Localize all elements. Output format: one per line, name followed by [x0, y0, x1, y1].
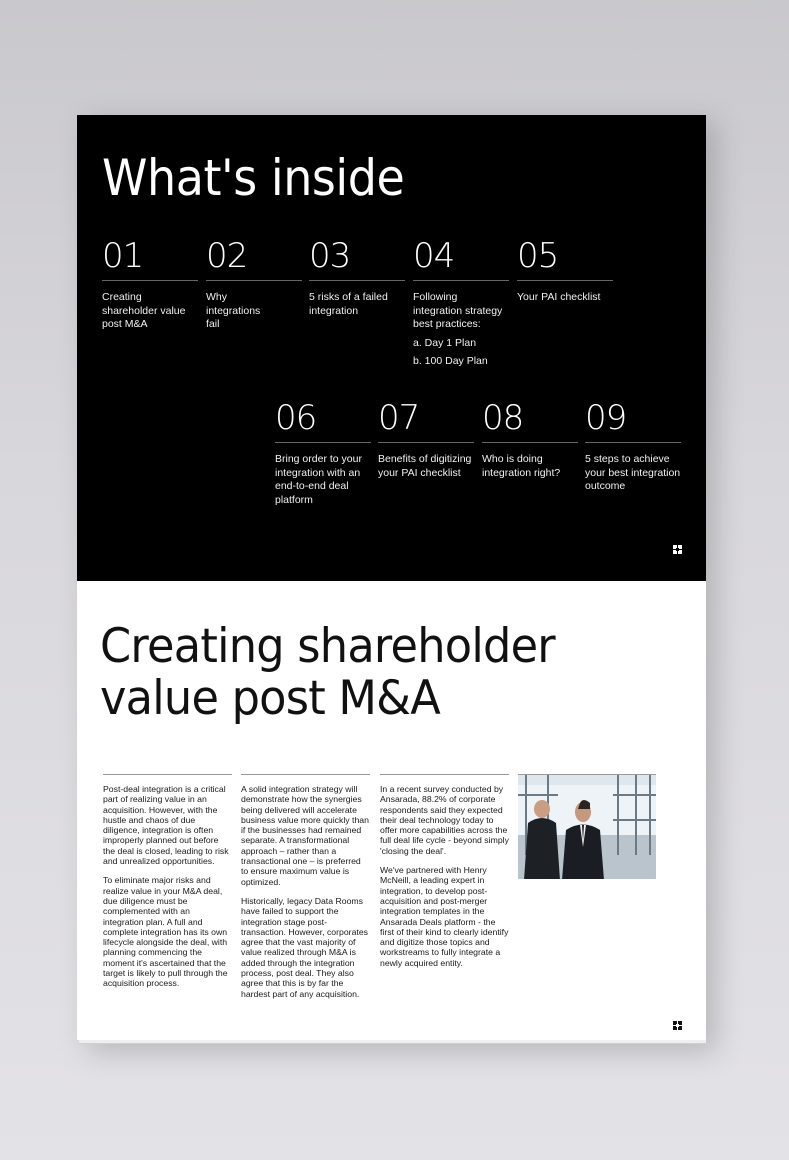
text-column-1: [103, 774, 232, 998]
toc-item-number: 01: [102, 239, 198, 281]
toc-subitem-day100: b. 100 Day Plan: [413, 355, 488, 368]
toc-item-number: 06: [275, 401, 371, 443]
toc-page: [77, 115, 706, 581]
brochure-document: [77, 115, 706, 1040]
toc-item-label: Creating shareholder value post M&A: [102, 291, 186, 331]
toc-item-09[interactable]: [585, 398, 681, 494]
paragraph: We've partnered with Henry McNeill, a leading expert in integration, to develop post-acquisition and post-merger integration templates in the Ansarada Deals platform - the first of their kind to clearly identify and digitize those topics and workstreams to fully integrate a newly acquired entity.: [380, 865, 509, 968]
toc-item-05[interactable]: [517, 236, 613, 305]
toc-item-01[interactable]: [102, 236, 198, 332]
toc-item-number: 03: [309, 239, 405, 281]
text-column-3: [380, 774, 509, 977]
business-meeting-photo: [518, 774, 656, 879]
paragraph: In a recent survey conducted by Ansarada, 88.2% of corporate respondents said they expected their deal technology today to offer more capabilities across the full deal life cycle - beyond simply 'closing the deal'.: [380, 784, 509, 856]
toc-item-label: Following integration strategy best practices:: [413, 291, 503, 331]
toc-item-number: 07: [378, 401, 474, 443]
toc-item-label: Who is doing integration right?: [482, 453, 561, 479]
toc-item-07[interactable]: [378, 398, 474, 480]
toc-subitem-day1: a. Day 1 Plan: [413, 336, 477, 349]
toc-item-label: Benefits of digitizing your PAI checklist: [378, 453, 472, 479]
toc-item-02[interactable]: [206, 236, 302, 332]
ansarada-logo-icon: [673, 1021, 682, 1030]
toc-item-number: 05: [517, 239, 613, 281]
toc-item-number: 09: [585, 401, 681, 443]
section-title: Creating shareholder value post M&A: [100, 619, 555, 726]
ansarada-logo-icon: [673, 545, 682, 554]
toc-title: What's inside: [102, 149, 405, 207]
toc-item-04[interactable]: [413, 236, 509, 369]
toc-item-label: 5 risks of a failed integration: [309, 291, 388, 317]
toc-item-08[interactable]: [482, 398, 578, 480]
toc-item-06[interactable]: [275, 398, 371, 507]
toc-item-label: Bring order to your integration with an end-to-end deal platform: [275, 453, 362, 506]
toc-item-number: 08: [482, 401, 578, 443]
toc-item-number: 02: [206, 239, 302, 281]
toc-item-03[interactable]: [309, 236, 405, 318]
paragraph: Historically, legacy Data Rooms have failed to support the integration stage post-transaction. However, corporates agree that the vast majority of value realized through M&A is added through the integration process, post deal. They also agree that this is by far the hardest part of any acquisition.: [241, 895, 368, 999]
text-column-2: [241, 774, 370, 1008]
page-edge: [79, 1040, 706, 1044]
toc-item-label: Your PAI checklist: [517, 291, 601, 303]
article-page: [77, 581, 706, 1040]
paragraph: Post-deal integration is a critical part of realizing value in an acquisition. However, with the hustle and chaos of due diligence, integration is often improperly planned out before the deal is closed, leading to risk and unrealized opportunities.: [103, 784, 229, 867]
toc-item-label: 5 steps to achieve your best integration outcome: [585, 453, 681, 493]
paragraph: To eliminate major risks and realize value in your M&A deal, due diligence must be complemented with an integration plan. A full and complete integration has its own lifecycle alongside the deal, with planning commencing the moment it's ascertained that the target is likely to pull through the acquisition process.: [103, 875, 228, 989]
toc-item-label: Why integrations fail: [206, 291, 261, 331]
paragraph: A solid integration strategy will demonstrate how the synergies being delivered will accelerate business value more quickly than if the businesses had remained separate. A transformational approach – rather than a transactional one – is preferred to ensure maximum value is optimized.: [241, 784, 369, 887]
toc-item-number: 04: [413, 239, 509, 281]
